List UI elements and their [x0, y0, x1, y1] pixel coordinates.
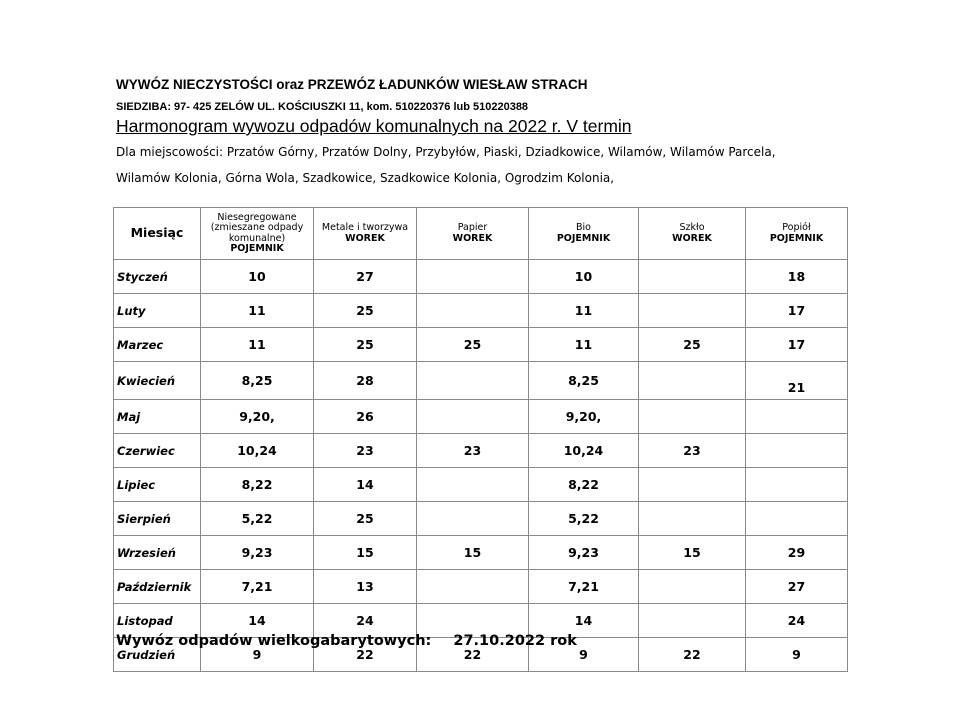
cell-metal: 13 [314, 570, 417, 604]
table-row [114, 362, 848, 400]
header-line: WOREK [672, 232, 712, 244]
header-line: WOREK [452, 232, 493, 244]
header-line: POJEMNIK [230, 243, 284, 254]
header-line: Miesiąc [130, 225, 184, 241]
month-cell: Grudzień [114, 638, 201, 672]
header-line: Papier [457, 222, 488, 233]
table-row [114, 400, 848, 434]
month-cell: Kwiecień [114, 362, 201, 400]
cell-metal: 23 [314, 434, 417, 468]
cell-glass: 15 [639, 536, 746, 570]
table-row [114, 260, 848, 294]
cell-mixed: 10,24 [201, 434, 314, 468]
month-cell: Maj [114, 400, 201, 434]
header-line: POJEMNIK [769, 232, 824, 244]
cell-mixed: 14 [201, 604, 314, 638]
cell-glass [639, 260, 746, 294]
header-line: komunalne) [228, 232, 286, 244]
cell-bio: 9,23 [529, 536, 639, 570]
cell-metal: 15 [314, 536, 417, 570]
cell-glass: 22 [639, 638, 746, 672]
column-header-paper [417, 208, 529, 260]
cell-ash [746, 502, 848, 536]
month-cell: Luty [114, 294, 201, 328]
cell-ash: 29 [746, 536, 848, 570]
header-line: Popiół [782, 222, 811, 233]
cell-metal: 24 [314, 604, 417, 638]
table-row [114, 434, 848, 468]
cell-ash: 9 [746, 638, 848, 672]
cell-ash: 21 [746, 362, 848, 400]
month-cell: Sierpień [114, 502, 201, 536]
bulky-waste-label: Wywóz odpadów wielkogabarytowych: [116, 633, 432, 649]
table-header-row [114, 208, 848, 260]
header-line: Niesegregowane [217, 211, 297, 223]
column-header-mixed [201, 208, 314, 260]
bulky-waste-date: 27.10.2022 rok [453, 633, 577, 649]
cell-paper [417, 502, 529, 536]
header-line: POJEMNIK [556, 232, 611, 244]
cell-paper [417, 468, 529, 502]
cell-metal: 27 [314, 260, 417, 294]
bulky-waste-note [116, 633, 577, 649]
column-header-month [114, 208, 201, 260]
cell-ash: 17 [746, 294, 848, 328]
column-header-bio [529, 208, 639, 260]
cell-paper [417, 400, 529, 434]
cell-paper: 15 [417, 536, 529, 570]
cell-bio: 11 [529, 328, 639, 362]
cell-glass [639, 468, 746, 502]
header-line: (zmieszane odpady [210, 222, 304, 233]
month-cell: Marzec [114, 328, 201, 362]
cell-ash: 17 [746, 328, 848, 362]
cell-glass [639, 502, 746, 536]
cell-glass [639, 400, 746, 434]
cell-bio: 9,20, [529, 400, 639, 434]
header-line: Szkło [679, 222, 705, 233]
cell-mixed: 9,20, [201, 400, 314, 434]
places-line-1: Dla miejscowości: Przatów Górny, Przatów Dolny, Przybyłów, Piaski, Dziadkowice, Wilamów, Wilamów Parcela, [116, 145, 776, 159]
cell-bio: 14 [529, 604, 639, 638]
cell-bio: 5,22 [529, 502, 639, 536]
table-row [114, 328, 848, 362]
column-header-ash [746, 208, 848, 260]
cell-glass [639, 570, 746, 604]
cell-ash: 18 [746, 260, 848, 294]
table-row [114, 468, 848, 502]
cell-metal: 14 [314, 468, 417, 502]
cell-ash: 24 [746, 604, 848, 638]
cell-metal: 25 [314, 294, 417, 328]
cell-mixed: 10 [201, 260, 314, 294]
cell-glass [639, 604, 746, 638]
cell-glass: 25 [639, 328, 746, 362]
cell-paper: 25 [417, 328, 529, 362]
table-row [114, 570, 848, 604]
cell-mixed: 9,23 [201, 536, 314, 570]
cell-paper: 23 [417, 434, 529, 468]
cell-glass [639, 294, 746, 328]
header-line: WOREK [345, 232, 385, 244]
cell-ash [746, 434, 848, 468]
header-line: Bio [576, 222, 591, 233]
places-line-2: Wilamów Kolonia, Górna Wola, Szadkowice, Szadkowice Kolonia, Ogrodzim Kolonia, [116, 171, 615, 185]
cell-ash [746, 468, 848, 502]
cell-paper [417, 570, 529, 604]
cell-ash [746, 400, 848, 434]
cell-bio: 10,24 [529, 434, 639, 468]
table-row [114, 502, 848, 536]
cell-bio: 7,21 [529, 570, 639, 604]
schedule-table [113, 207, 848, 672]
cell-mixed: 8,22 [201, 468, 314, 502]
cell-mixed: 11 [201, 294, 314, 328]
cell-mixed: 8,25 [201, 362, 314, 400]
cell-glass: 23 [639, 434, 746, 468]
cell-paper [417, 294, 529, 328]
company-address: SIEDZIBA: 97- 425 ZELÓW UL. KOŚCIUSZKI 11, kom. 510220376 lub 510220388 [116, 101, 529, 113]
cell-bio: 8,22 [529, 468, 639, 502]
cell-ash: 27 [746, 570, 848, 604]
cell-paper: 22 [417, 638, 529, 672]
month-cell: Czerwiec [114, 434, 201, 468]
document-title: Harmonogram wywozu odpadów komunalnych na 2022 r. V termin [116, 116, 632, 136]
cell-metal: 25 [314, 328, 417, 362]
header-line: Metale i tworzywa [321, 222, 409, 233]
cell-paper [417, 362, 529, 400]
cell-mixed: 11 [201, 328, 314, 362]
cell-metal: 26 [314, 400, 417, 434]
cell-bio: 9 [529, 638, 639, 672]
column-header-glass [639, 208, 746, 260]
cell-metal: 28 [314, 362, 417, 400]
month-cell: Październik [114, 570, 201, 604]
cell-mixed: 7,21 [201, 570, 314, 604]
cell-metal: 25 [314, 502, 417, 536]
table-row [114, 536, 848, 570]
cell-paper [417, 260, 529, 294]
column-header-metal [314, 208, 417, 260]
cell-bio: 11 [529, 294, 639, 328]
company-name: WYWÓZ NIECZYSTOŚCI oraz PRZEWÓZ ŁADUNKÓW WIESŁAW STRACH [116, 77, 588, 92]
month-cell: Lipiec [114, 468, 201, 502]
cell-mixed: 5,22 [201, 502, 314, 536]
table-row [114, 294, 848, 328]
cell-metal: 22 [314, 638, 417, 672]
month-cell: Wrzesień [114, 536, 201, 570]
cell-glass [639, 362, 746, 400]
month-cell: Styczeń [114, 260, 201, 294]
cell-mixed: 9 [201, 638, 314, 672]
cell-bio: 8,25 [529, 362, 639, 400]
cell-bio: 10 [529, 260, 639, 294]
month-cell: Listopad [114, 604, 201, 638]
